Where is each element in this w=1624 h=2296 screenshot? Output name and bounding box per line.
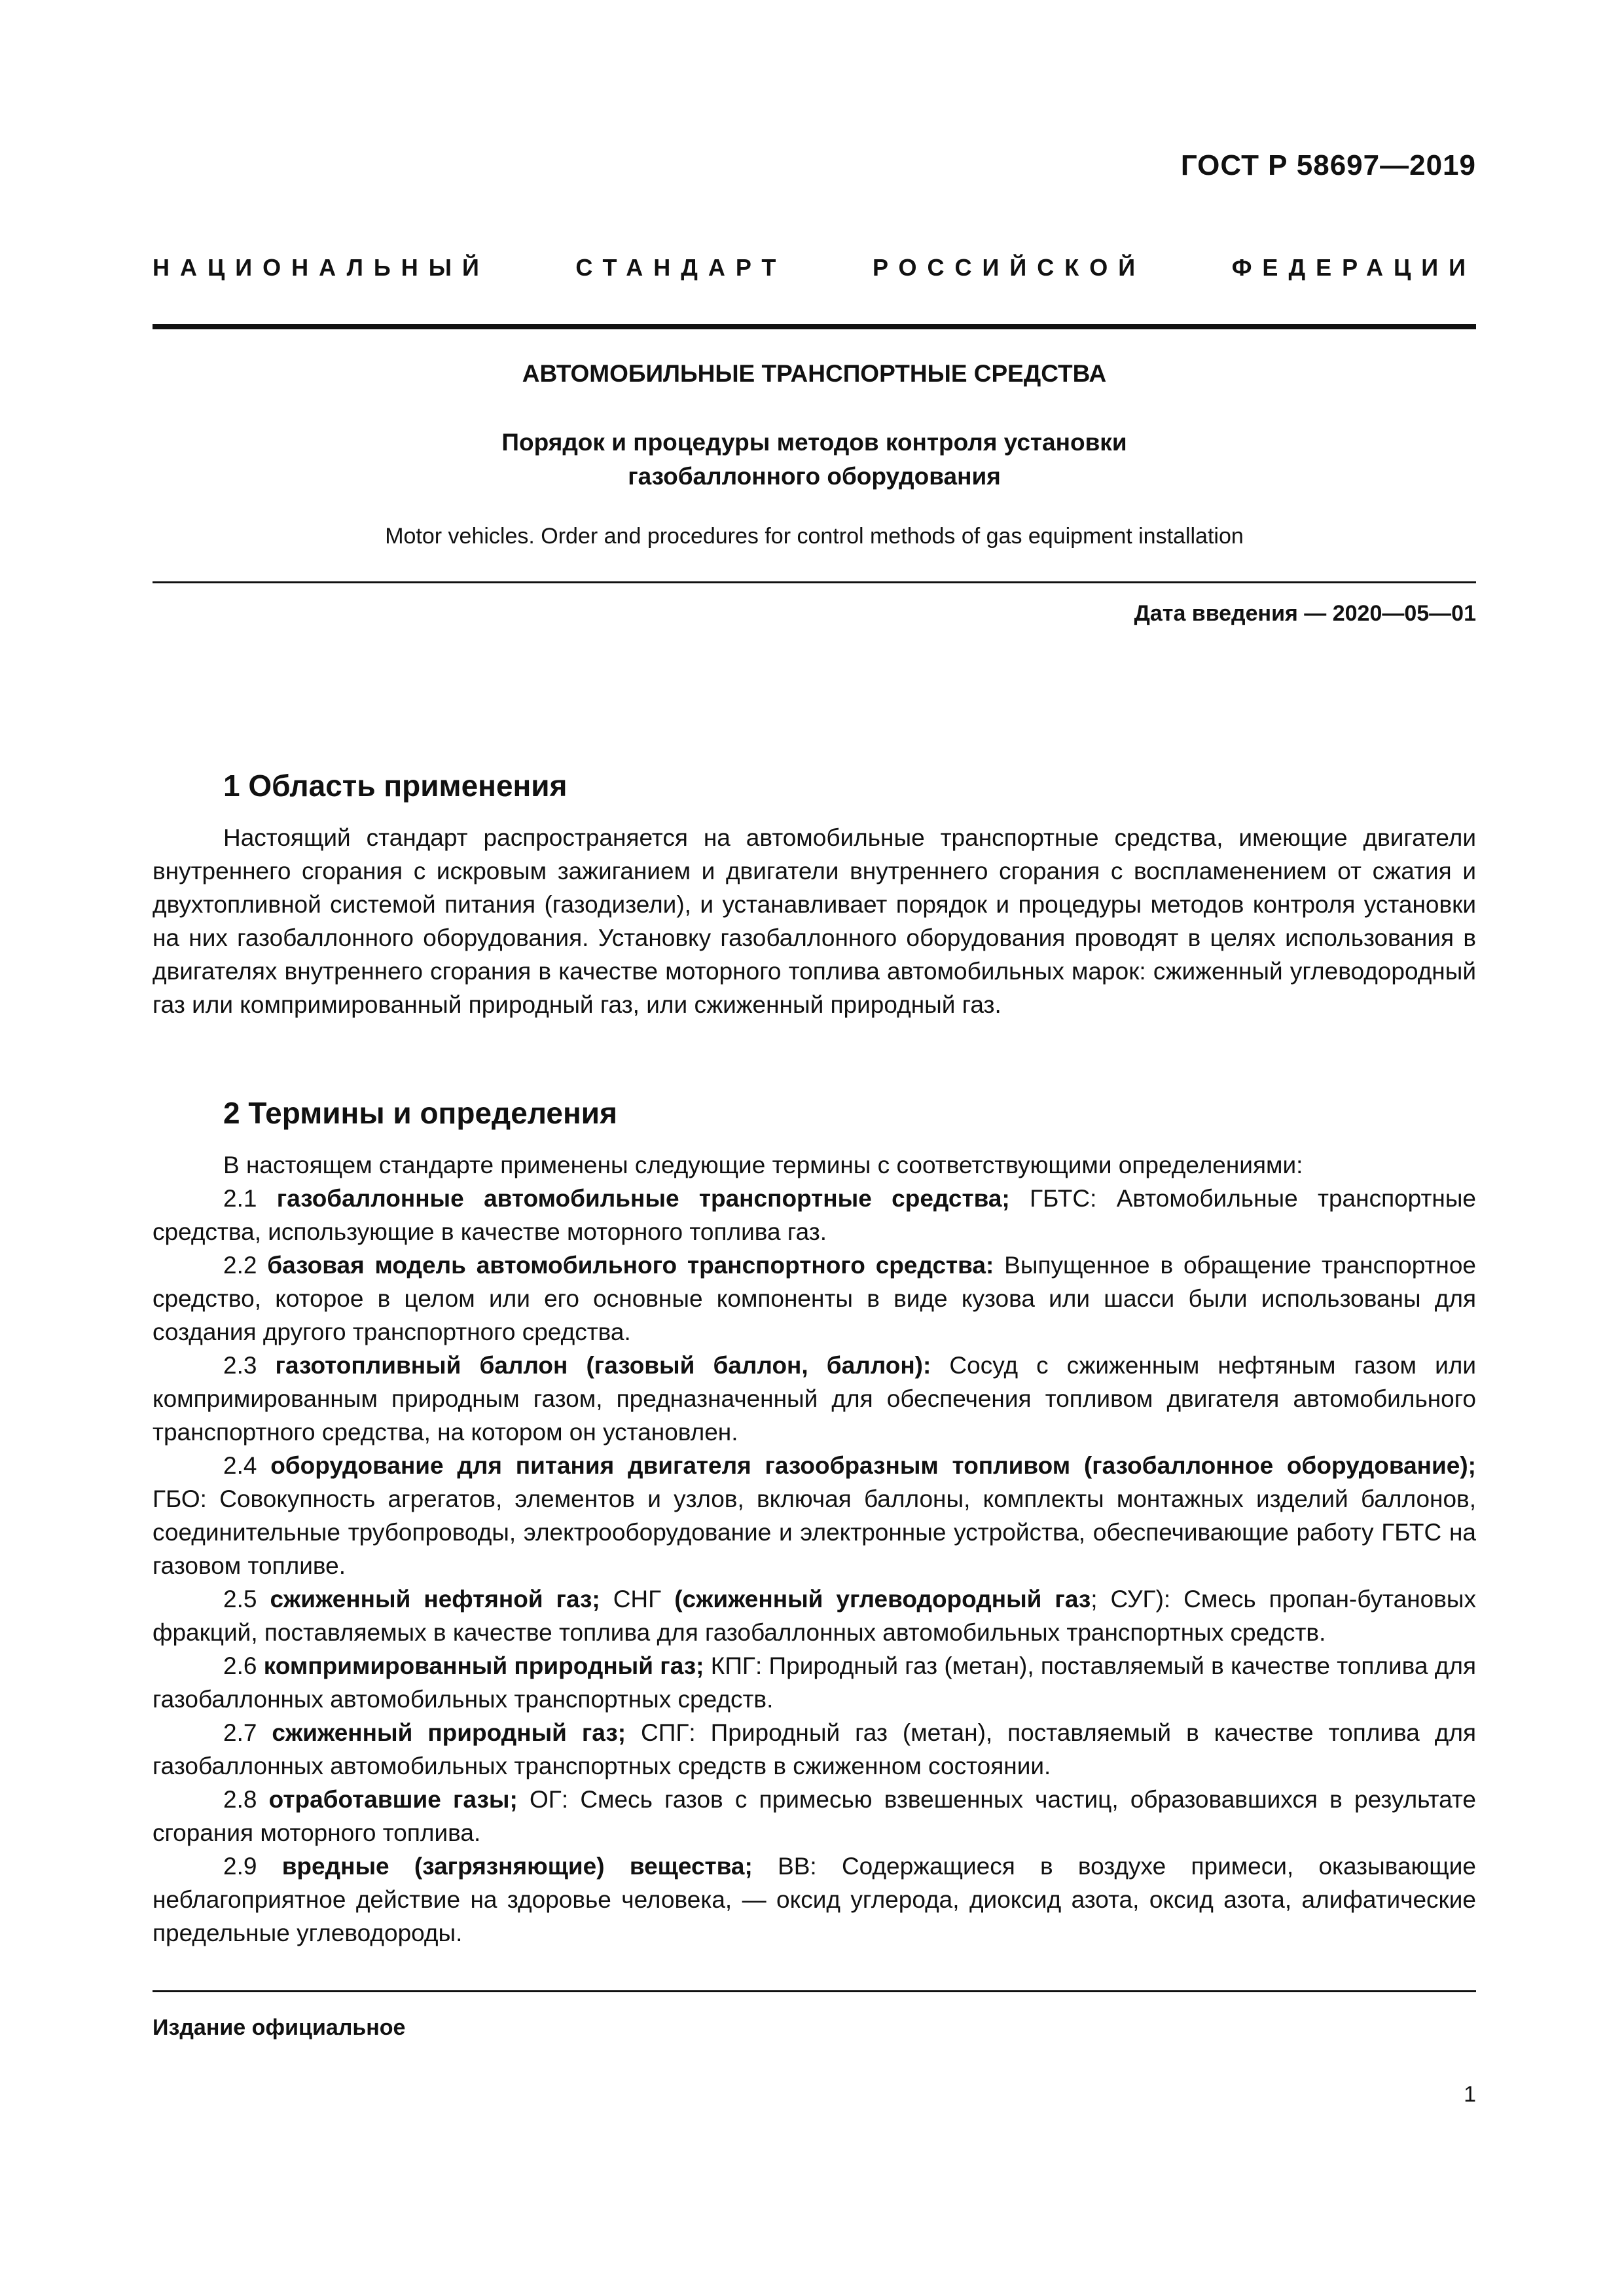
scope-paragraph: Настоящий стандарт распространяется на автомобильные транспортные средства, имеющие двигатели внутреннего сгорания с искровым зажиганием и двигатели внутреннего сгорания с воспламенением от сжатия и двухтопливной системой питания (газодизели), и устанавливает порядок и процедуры методов контроля установки на них газобаллонного оборудования. Установку газобаллонного оборудования проводят в целях использования в двигателях внутреннего сгорания в качестве моторного топлива автомобильных марок: сжиженный углеводородный газ или компримированный природный газ, или сжиженный природный газ. (153, 824, 1476, 1018)
term-entry (153, 1248, 1476, 1349)
section-terms (153, 1093, 1476, 1950)
title-divider (153, 581, 1476, 583)
term-definition: ГБО: Совокупность агрегатов, элементов и узлов, включая баллоны, комплекты монтажных изделий баллонов, соединительные трубопроводы, электрооборудование и электронные устройства, обеспечивающие работу ГБТС на газовом топливе. (153, 1485, 1476, 1579)
term-entry (153, 1649, 1476, 1716)
term-definition: КПГ: Природный газ (метан), поставляемый в качестве топлива для газобаллонных автомобильных транспортных средств. (153, 1652, 1476, 1713)
term-number: 2.7 (223, 1719, 272, 1746)
national-standard-title: НАЦИОНАЛЬНЫЙ СТАНДАРТ РОССИЙСКОЙ ФЕДЕРАЦИИ (153, 254, 1476, 281)
term-definition: Сосуд с сжиженным нефтяным газом или компримированным природным газом, предназначенный для обеспечения топливом двигателя автомобильного транспортного средства, на котором он установлен. (153, 1352, 1476, 1446)
term-number: 2.3 (223, 1352, 276, 1379)
term-definition: ОГ: Смесь газов с примесью взвешенных частиц, образовавшихся в результате сгорания моторного топлива. (153, 1786, 1476, 1846)
footer-divider (153, 1990, 1476, 1992)
term-number: 2.2 (223, 1252, 268, 1279)
term-number: 2.8 (223, 1786, 269, 1813)
term-definition: ГБТС: Автомобильные транспортные средства, использующие в качестве моторного топлива газ. (153, 1185, 1477, 1245)
subtitle-line-2: газобаллонного оборудования (628, 463, 1001, 490)
page-number: 1 (1464, 2082, 1476, 2107)
document-subtitle (153, 426, 1476, 494)
document-title: АВТОМОБИЛЬНЫЕ ТРАНСПОРТНЫЕ СРЕДСТВА (522, 360, 1107, 387)
introduction-date: Дата введения — 2020—05—01 (1134, 601, 1476, 626)
term-number: 2.1 (223, 1185, 277, 1212)
term-entry (153, 1783, 1476, 1850)
header-divider (153, 324, 1476, 329)
term-number: 2.9 (223, 1853, 282, 1880)
term-name: сжиженный нефтяной газ; (270, 1586, 600, 1613)
subtitle-line-1: Порядок и процедуры методов контроля установки (501, 429, 1127, 456)
term-name: оборудование для питания двигателя газообразным топливом (газобаллонное оборудование); (270, 1452, 1476, 1479)
section-heading: 2 Термины и определения (223, 1096, 617, 1130)
term-name: базовая модель автомобильного транспортного средства: (267, 1252, 994, 1279)
gost-number: ГОСТ Р 58697—2019 (1180, 149, 1476, 181)
term-name: компримированный природный газ; (263, 1652, 704, 1679)
term-definition: Выпущенное в обращение транспортное средство, которое в целом или его основные компоненты в виде кузова или шасси были использованы для создания другого транспортного средства. (153, 1252, 1476, 1345)
term-definition: ВВ: Содержащиеся в воздухе примеси, оказывающие неблагоприятное действие на здоровье человека, — оксид углерода, диоксид азота, оксид азота, алифатические предельные углеводороды. (153, 1853, 1476, 1946)
term-name: вредные (загрязняющие) вещества; (281, 1853, 753, 1880)
terms-intro: В настоящем стандарте применены следующие термины с соответствующими определениями: (223, 1152, 1303, 1178)
term-entry (153, 1449, 1476, 1582)
term-definition: СНГ (600, 1586, 675, 1613)
term-number: 2.6 (223, 1652, 264, 1679)
term-entry (153, 1850, 1476, 1950)
term-entry (153, 1582, 1476, 1649)
term-name: газобаллонные автомобильные транспортные средства; (276, 1185, 1010, 1212)
english-title: Motor vehicles. Order and procedures for control methods of gas equipment installation (385, 524, 1244, 549)
term-definition-continued: ; СУГ): Смесь пропан-бутановых фракций, поставляемых в качестве топлива для газобаллонных автомобильных транспортных средств. (153, 1586, 1476, 1646)
term-alt-name: (сжиженный углеводородный газ (674, 1586, 1091, 1613)
term-definition: СПГ: Природный газ (метан), поставляемый в качестве топлива для газобаллонных автомобильных транспортных средств в сжиженном состоянии. (153, 1719, 1477, 1779)
term-entry (153, 1716, 1476, 1783)
term-name: газотопливный баллон (газовый баллон, баллон): (275, 1352, 931, 1379)
term-entry (153, 1182, 1476, 1248)
term-entry (153, 1349, 1476, 1449)
term-name: сжиженный природный газ; (272, 1719, 626, 1746)
term-number: 2.5 (223, 1586, 270, 1613)
official-edition-label: Издание официальное (153, 2015, 406, 2040)
section-heading: 1 Область применения (223, 769, 568, 803)
term-number: 2.4 (223, 1452, 271, 1479)
term-name: отработавшие газы; (268, 1786, 518, 1813)
section-scope (153, 766, 1476, 1021)
